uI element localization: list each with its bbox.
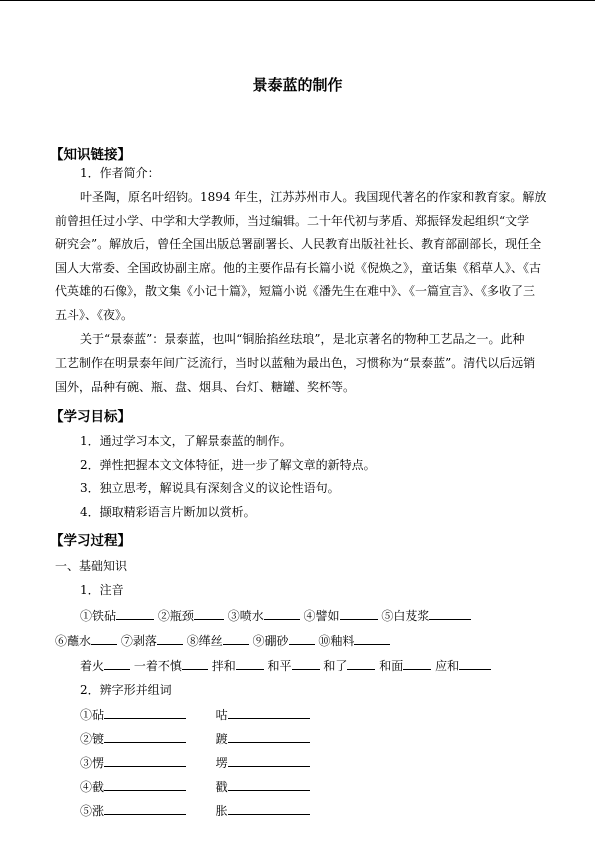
char-item: 胀 <box>215 804 228 818</box>
char-item: 咕 <box>215 708 228 722</box>
answer-blank[interactable] <box>104 778 186 791</box>
answer-blank[interactable] <box>104 802 186 815</box>
answer-blank[interactable] <box>289 632 315 645</box>
answer-blank[interactable] <box>104 730 186 743</box>
pinyin-item: 应和 <box>435 659 460 673</box>
char-item: 踱 <box>215 732 228 746</box>
answer-blank[interactable] <box>182 657 208 670</box>
char-pair-row <box>80 802 310 819</box>
goal-item: 4．撷取精彩语言片断加以赏析。 <box>80 505 256 519</box>
answer-blank[interactable] <box>228 802 310 815</box>
author-line: 研究会”。解放后，曾任全国出版总署副署长、人民教育出版社社长、教育部副部长，现任全 <box>55 237 542 251</box>
char-item: ①砧 <box>80 708 105 722</box>
char-pair-row <box>80 706 310 723</box>
pinyin-item: 和平 <box>267 659 292 673</box>
page-title: 景泰蓝的制作 <box>252 76 343 94</box>
answer-blank[interactable] <box>228 778 310 791</box>
char-item: ⑤涨 <box>80 804 105 818</box>
answer-blank[interactable] <box>347 657 375 670</box>
pinyin-item: ⑦剥落 <box>120 634 157 648</box>
goal-item: 3．独立思考，解说具有深刻含义的议论性语句。 <box>80 481 340 495</box>
basic-knowledge-label: 一、基础知识 <box>55 559 128 573</box>
pinyin-item: 着火 <box>80 659 105 673</box>
answer-blank[interactable] <box>104 706 186 719</box>
answer-blank[interactable] <box>91 632 117 645</box>
pinyin-row <box>55 632 390 649</box>
pinyin-item: ③喷水 <box>227 609 264 623</box>
char-pair-row <box>80 778 310 795</box>
answer-blank[interactable] <box>429 607 471 620</box>
pinyin-item: ⑤白芨浆 <box>381 609 430 623</box>
about-line: 国外，品种有碗、瓶、盘、烟具、台灯、糖罐、奖杯等。 <box>55 380 356 394</box>
char-label: 2．辨字形并组词 <box>80 683 172 697</box>
pinyin-row <box>80 657 491 674</box>
knowledge-heading: 【知识链接】 <box>50 147 131 163</box>
about-line: 关于“景泰蓝”：景泰蓝，也叫“铜胎掐丝珐琅”，是北京著名的物种工艺品之一。此种 <box>80 332 525 346</box>
author-label: 1．作者简介： <box>80 166 160 180</box>
char-pair-row <box>80 730 310 747</box>
pinyin-row <box>80 607 471 624</box>
pinyin-item: 拌和 <box>211 659 236 673</box>
pinyin-item: ⑩釉料 <box>318 634 355 648</box>
author-line: 五斗》、《夜》。 <box>55 308 134 322</box>
answer-blank[interactable] <box>157 632 183 645</box>
answer-blank[interactable] <box>228 730 310 743</box>
goal-item: 1．通过学习本文，了解景泰蓝的制作。 <box>80 434 292 448</box>
answer-blank[interactable] <box>292 657 320 670</box>
answer-blank[interactable] <box>354 632 390 645</box>
char-pair-row <box>80 754 310 771</box>
char-item: ③愣 <box>80 756 105 770</box>
goals-heading: 【学习目标】 <box>50 409 131 425</box>
pinyin-item: ⑧缂丝 <box>186 634 223 648</box>
answer-blank[interactable] <box>264 607 300 620</box>
char-item: 戳 <box>215 780 228 794</box>
pinyin-item: ⑨硼砂 <box>252 634 289 648</box>
about-line: 工艺制作在明景泰年间广泛流行，当时以蓝釉为最出色，习惯称为“景泰蓝”。清代以后远销 <box>55 356 536 370</box>
pinyin-label: 1．注音 <box>80 583 124 597</box>
pinyin-item: ④譬如 <box>303 609 340 623</box>
char-item: ④截 <box>80 780 105 794</box>
pinyin-item: ⑥蘸水 <box>55 634 92 648</box>
answer-blank[interactable] <box>236 657 264 670</box>
author-line: 代英雄的石像》，散文集《小记十篇》，短篇小说《潘先生在难中》、《一篇宣言》、《多收了三 <box>55 284 536 298</box>
answer-blank[interactable] <box>403 657 431 670</box>
char-item: ②镀 <box>80 732 105 746</box>
author-line: 国人大常委、全国政协副主席。他的主要作品有长篇小说《倪焕之》，童话集《稻草人》、《古 <box>55 261 542 275</box>
top-rule <box>0 0 595 1</box>
answer-blank[interactable] <box>116 607 154 620</box>
process-heading: 【学习过程】 <box>50 533 131 549</box>
author-line: 叶圣陶，原名叶绍钧。1894 年生，江苏苏州市人。我国现代著名的作家和教育家。解放 <box>80 190 547 204</box>
pinyin-item: 和面 <box>379 659 404 673</box>
author-line: 前曾担任过小学、中学和大学教师，当过编辑。二十年代初与茅盾、郑振铎发起组织“文学 <box>55 214 530 228</box>
answer-blank[interactable] <box>104 657 130 670</box>
answer-blank[interactable] <box>228 706 310 719</box>
answer-blank[interactable] <box>228 754 310 767</box>
pinyin-item: 一着不慎 <box>133 659 182 673</box>
answer-blank[interactable] <box>194 607 224 620</box>
char-item: 塄 <box>215 756 228 770</box>
answer-blank[interactable] <box>340 607 378 620</box>
answer-blank[interactable] <box>104 754 186 767</box>
pinyin-item: 和了 <box>323 659 348 673</box>
answer-blank[interactable] <box>223 632 249 645</box>
pinyin-item: ②瓶颈 <box>157 609 194 623</box>
answer-blank[interactable] <box>459 657 491 670</box>
goal-item: 2．弹性把握本文文体特征，进一步了解文章的新特点。 <box>80 458 376 472</box>
pinyin-item: ①铁砧 <box>80 609 117 623</box>
